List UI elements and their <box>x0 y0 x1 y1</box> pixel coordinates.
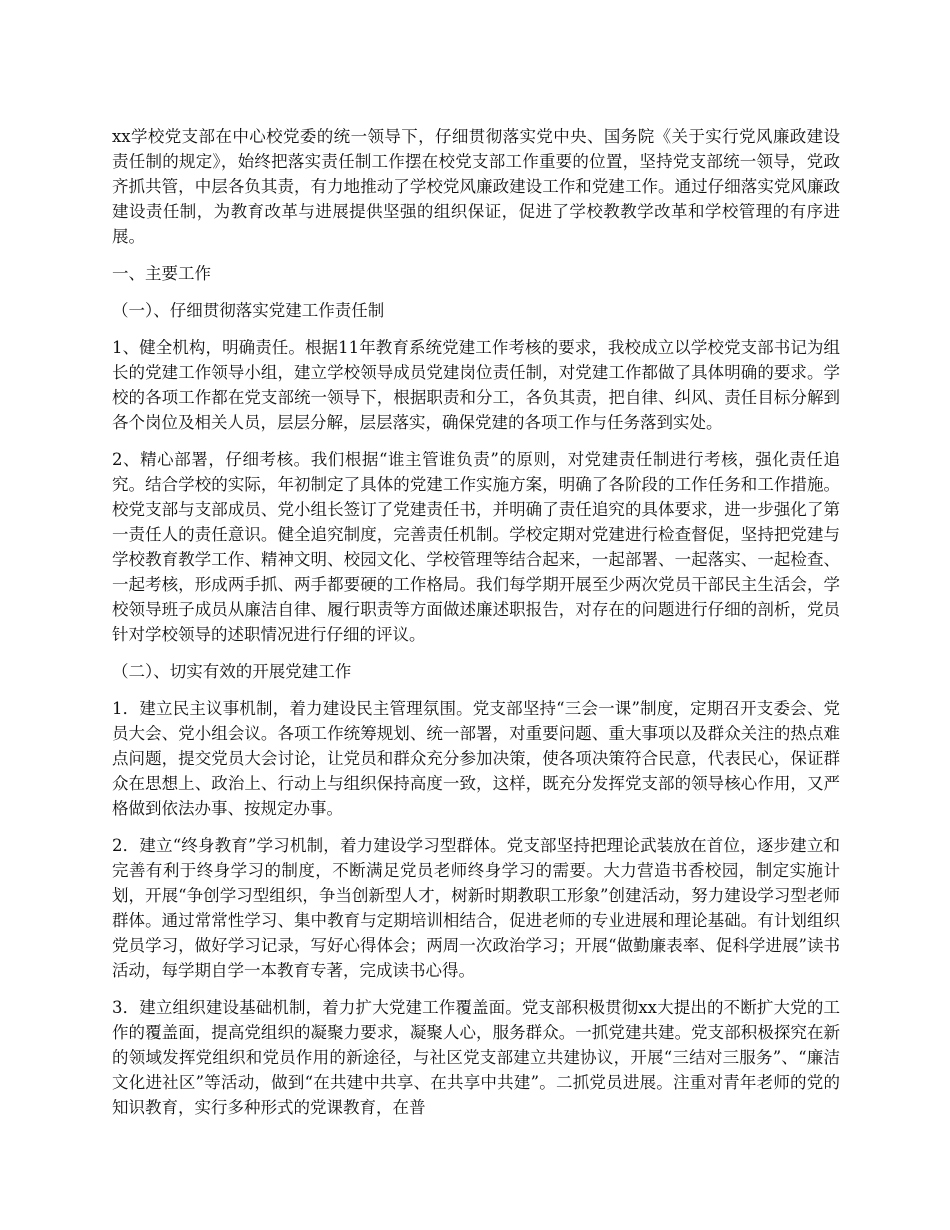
subsection-2-paragraph-1: 1．建立民主议事机制，着力建设民主管理氛围。党支部坚持“三会一课”制度，定期召开支委会、党员大会、党小组会议。各项工作统筹规划、统一部署，对重要问题、重大事项以及群众关注的热点难点问题，提交党员大会讨论，让党员和群众充分参加决策，使各项决策符合民意，代表民心，保证群众在思想上、政治上、行动上与组织保持高度一致，这样，既充分发挥党支部的领导核心作用，又严格做到依法办事、按规定办事。 <box>112 699 840 818</box>
subsection-2-paragraph-3: 3．建立组织建设基础机制，着力扩大党建工作覆盖面。党支部积极贯彻xx大提出的不断扩大党的工作的覆盖面，提高党组织的凝聚力要求，凝聚人心，服务群众。一抓党建共建。党支部积极探究在新的领域发挥党组织和党员作用的新途径，与社区党支部建立共建协议，开展“三结对三服务”、“廉洁文化进社区”等活动，做到“在共建中共享、在共享中共建”。二抓党员进展。注重对青年老师的党的知识教育，实行多种形式的党课教育，在普 <box>112 998 840 1117</box>
subsection-2-paragraph-2: 2．建立“终身教育”学习机制，着力建设学习型群体。党支部坚持把理论武装放在首位，逐步建立和完善有利于终身学习的制度，不断满足党员老师终身学习的需要。大力营造书香校园，制定实施计划，开展“争创学习型组织，争当创新型人才，树新时期教职工形象”创建活动，努力建设学习型老师群体。通过常常性学习、集中教育与定期培训相结合，促进老师的专业进展和理论基础。有计划组织党员学习，做好学习记录，写好心得体会；两周一次政治学习；开展“做勤廉表率、促科学进展”读书活动，每学期自学一本教育专著，完成读书心得。 <box>112 836 840 980</box>
intro-paragraph: xx学校党支部在中心校党委的统一领导下，仔细贯彻落实党中央、国务院《关于实行党风廉政建设责任制的规定》，始终把落实责任制工作摆在校党支部工作重要的位置，坚持党支部统一领导，党政齐抓共管，中层各负其责，有力地推动了学校党风廉政建设工作和党建工作。通过仔细落实党风廉政建设责任制，为教育改革与进展提供坚强的组织保证，促进了学校教教学改革和学校管理的有序进展。 <box>112 127 840 246</box>
subsection-heading-2: （二）、切实有效的开展党建工作 <box>112 662 352 681</box>
section-heading-main-work: 一、主要工作 <box>112 264 211 283</box>
subsection-1-paragraph-2: 2、精心部署，仔细考核。我们根据“谁主管谁负责”的原则，对党建责任制进行考核，强化责任追究。结合学校的实际，年初制定了具体的党建工作实施方案，明确了各阶段的工作任务和工作措施。校党支部与支部成员、党小组长签订了党建责任书，并明确了责任追究的具体要求，进一步强化了第一责任人的责任意识。健全追究制度，完善责任机制。学校定期对党建进行检查督促，坚持把党建与学校教育教学工作、精神文明、校园文化、学校管理等结合起来，一起部署、一起落实、一起检查、一起考核，形成两手抓、两手都要硬的工作格局。我们每学期开展至少两次党员干部民主生活会，学校领导班子成员从廉洁自律、履行职责等方面做述廉述职报告，对存在的问题进行仔细的剖析，党员针对学校领导的述职情况进行仔细的评议。 <box>112 450 840 644</box>
subsection-heading-1: （一）、仔细贯彻落实党建工作责任制 <box>112 301 385 320</box>
document-page <box>112 124 840 1132</box>
subsection-1-paragraph-1: 1、健全机构，明确责任。根据11年教育系统党建工作考核的要求，我校成立以学校党支部书记为组长的党建工作领导小组，建立学校领导成员党建岗位责任制，对党建工作都做了具体明确的要求。学校的各项工作都在党支部统一领导下，根据职责和分工，各负其责，把自律、纠风、责任目标分解到各个岗位及相关人员，层层分解，层层落实，确保党建的各项工作与任务落到实处。 <box>112 338 840 432</box>
